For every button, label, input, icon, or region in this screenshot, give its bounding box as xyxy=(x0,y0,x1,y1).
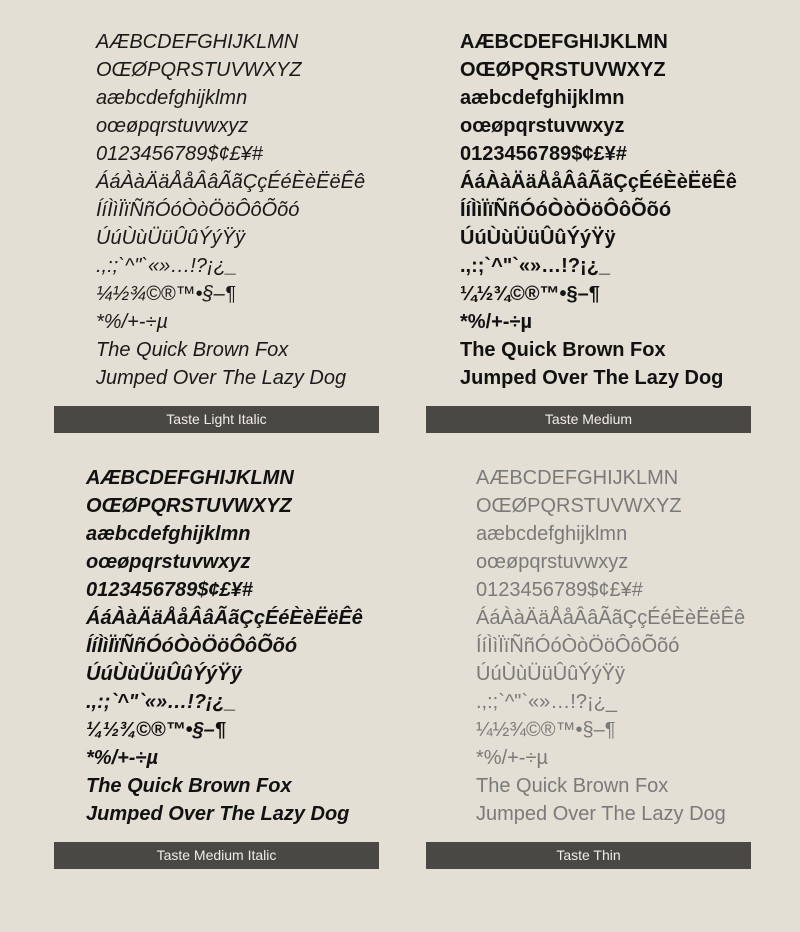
glyph-lines xyxy=(476,464,800,828)
specimen-line: ÁáÀàÄäÅåÂâÃãÇçÉéÈèËëÊê xyxy=(86,607,363,629)
specimen-line: AÆBCDEFGHIJKLMN xyxy=(460,31,668,53)
glyph-lines xyxy=(96,28,421,392)
specimen-line: Jumped Over The Lazy Dog xyxy=(476,803,726,825)
specimen-line: The Quick Brown Fox xyxy=(96,339,289,361)
specimen-line: Jumped Over The Lazy Dog xyxy=(96,367,347,389)
specimen-line: .,:;`^"`«»…!?¡¿_ xyxy=(96,255,237,277)
specimen-line: ÁáÀàÄäÅåÂâÃãÇçÉéÈèËëÊê xyxy=(96,171,366,193)
specimen-line: The Quick Brown Fox xyxy=(460,339,666,361)
specimen-line: .,:;`^"`«»…!?¡¿_ xyxy=(86,691,237,713)
specimen-line: 0123456789$¢£¥# xyxy=(96,143,263,165)
specimen-line: ÍíÌìÏïÑñÓóÒòÖöÔôÕõó xyxy=(460,199,672,221)
specimen-line: 0123456789$¢£¥# xyxy=(460,143,627,165)
specimen-line: AÆBCDEFGHIJKLMN xyxy=(86,467,294,489)
specimen-line: OŒØPQRSTUVWXYZ xyxy=(476,495,682,517)
specimen-line: Jumped Over The Lazy Dog xyxy=(460,367,724,389)
specimen-line: AÆBCDEFGHIJKLMN xyxy=(476,467,679,489)
specimen-line: aæbcdefghijklmn xyxy=(86,523,251,545)
font-style-label: Taste Thin xyxy=(426,842,751,869)
specimen-line: ÍíÌìÏïÑñÓóÒòÖöÔôÕõó xyxy=(96,199,300,221)
specimen-line: The Quick Brown Fox xyxy=(86,775,292,797)
specimen-line: AÆBCDEFGHIJKLMN xyxy=(96,31,299,53)
specimen-line: *%/+-÷µ xyxy=(86,747,158,769)
glyph-lines xyxy=(86,464,411,828)
specimen-line: OŒØPQRSTUVWXYZ xyxy=(96,59,302,81)
specimen-line: oœøpqrstuvwxyz xyxy=(460,115,625,137)
specimen-line: .,:;`^"`«»…!?¡¿_ xyxy=(460,255,611,277)
specimen-line: aæbcdefghijklmn xyxy=(460,87,625,109)
font-style-label: Taste Medium Italic xyxy=(54,842,379,869)
specimen-line: ÁáÀàÄäÅåÂâÃãÇçÉéÈèËëÊê xyxy=(460,171,737,193)
specimen-line: ÚúÙùÜüÛûÝýŸÿ xyxy=(476,663,625,685)
specimen-line: oœøpqrstuvwxyz xyxy=(86,551,251,573)
specimen-line: *%/+-÷µ xyxy=(460,311,532,333)
specimen-line: ÚúÙùÜüÛûÝýŸÿ xyxy=(86,663,242,685)
specimen-line: aæbcdefghijklmn xyxy=(96,87,248,109)
specimen-line: *%/+-÷µ xyxy=(476,747,548,769)
specimen-line: oœøpqrstuvwxyz xyxy=(96,115,249,137)
specimen-line: 0123456789$¢£¥# xyxy=(86,579,253,601)
specimen-line: aæbcdefghijklmn xyxy=(476,523,628,545)
specimen-line: ÁáÀàÄäÅåÂâÃãÇçÉéÈèËëÊê xyxy=(476,607,746,629)
glyph-lines xyxy=(460,28,785,392)
specimen-line: ÚúÙùÜüÛûÝýŸÿ xyxy=(460,227,616,249)
specimen-line: ÍíÌìÏïÑñÓóÒòÖöÔôÕõó xyxy=(476,635,680,657)
specimen-line: Jumped Over The Lazy Dog xyxy=(86,803,350,825)
specimen-line: oœøpqrstuvwxyz xyxy=(476,551,629,573)
specimen-line: ÍíÌìÏïÑñÓóÒòÖöÔôÕõó xyxy=(86,635,298,657)
specimen-line: 0123456789$¢£¥# xyxy=(476,579,643,601)
font-style-label: Taste Medium xyxy=(426,406,751,433)
specimen-line: OŒØPQRSTUVWXYZ xyxy=(460,59,666,81)
specimen-line: ¼½¾©®™•§–¶ xyxy=(460,283,600,305)
specimen-line: ¼½¾©®™•§–¶ xyxy=(86,719,226,741)
specimen-line: ÚúÙùÜüÛûÝýŸÿ xyxy=(96,227,245,249)
specimen-line: ¼½¾©®™•§–¶ xyxy=(476,719,616,741)
specimen-line: ¼½¾©®™•§–¶ xyxy=(96,283,236,305)
specimen-line: *%/+-÷µ xyxy=(96,311,168,333)
specimen-line: OŒØPQRSTUVWXYZ xyxy=(86,495,292,517)
specimen-line: .,:;`^"`«»…!?¡¿_ xyxy=(476,691,617,713)
specimen-line: The Quick Brown Fox xyxy=(476,775,669,797)
font-style-label: Taste Light Italic xyxy=(54,406,379,433)
